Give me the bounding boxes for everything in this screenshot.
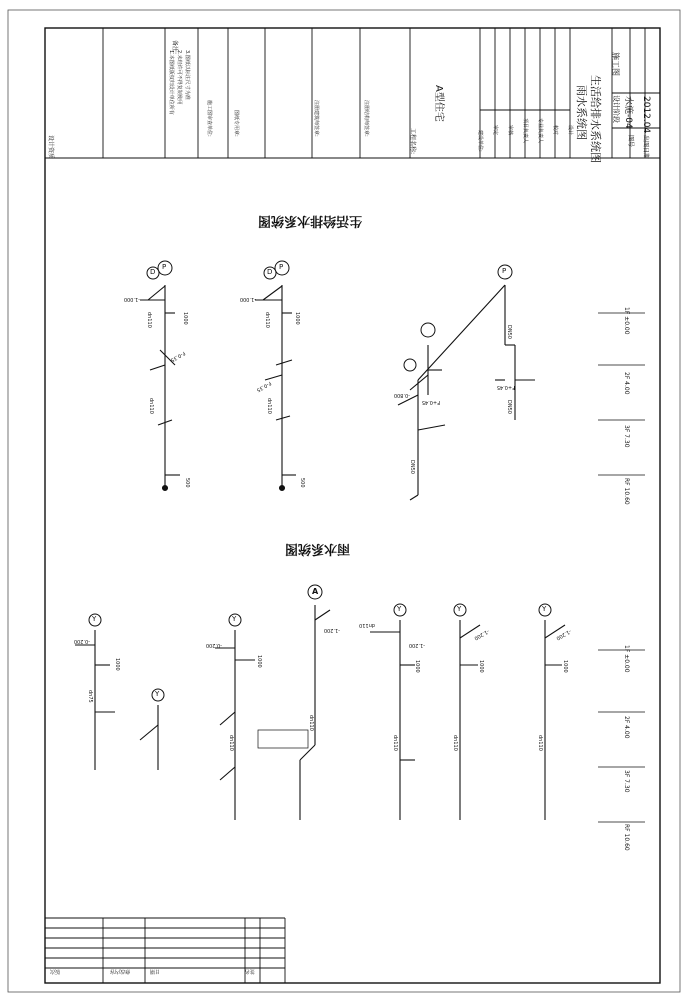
- rev-header: 签名: [244, 968, 255, 974]
- elevation-label: F-0.35: [255, 379, 272, 393]
- elevation-label: -1.200: [408, 642, 425, 648]
- elevation-label: -1.200: [473, 627, 490, 642]
- pipe-label: dn110: [537, 735, 543, 751]
- pipe-label: DN50: [409, 460, 415, 474]
- riser-tag: Y: [457, 605, 462, 613]
- dim-label: 1000: [562, 660, 568, 673]
- level-1f-b: 1F ±0.00: [623, 645, 630, 673]
- pipe-label: dn110: [148, 398, 154, 414]
- title-line2: 生活给排水系统图: [589, 75, 602, 163]
- elevation-label: -0.200: [73, 638, 90, 644]
- pipe-label: dn110: [308, 715, 314, 731]
- dim-label: 500: [299, 478, 305, 488]
- riser-d2-base: [280, 486, 285, 491]
- level-lines: [598, 313, 645, 822]
- riser-tag: Y: [397, 605, 402, 613]
- elevation-label: -1.200: [555, 627, 572, 642]
- pipe-label: dn110: [392, 735, 398, 751]
- rev-header: 版次: [49, 968, 60, 974]
- drawing-date: 2012.04: [641, 96, 651, 134]
- riser-tag: A: [312, 587, 319, 596]
- date-label: 出图日期: [642, 135, 649, 160]
- drawing-stage: 施工图: [611, 52, 620, 76]
- dim-label: 1000: [414, 660, 420, 673]
- riser-tag: P: [162, 263, 167, 271]
- note-2: 2.未经许可不得复制使用: [176, 50, 182, 105]
- riser-tag: D: [267, 268, 273, 276]
- seal-label: 设计资质: [47, 135, 54, 160]
- elevation-label: F+0.45: [421, 399, 440, 405]
- riser-tag: Y: [92, 615, 97, 623]
- project-name: A型住宅: [433, 85, 444, 122]
- level-rf-b: RF 10.60: [623, 824, 630, 851]
- project-name-label: 工程名称:: [409, 128, 416, 155]
- title-line1: 雨水系统图: [575, 85, 588, 140]
- registered-label: 注册建筑师签章:: [313, 100, 319, 137]
- dim-label: 1000: [182, 312, 188, 325]
- riser-tag: P: [502, 267, 507, 275]
- pipe-label: dn75: [87, 690, 93, 703]
- registered2-label: 注册结构师签章:: [363, 100, 369, 137]
- stage-label: 设计阶段: [612, 95, 620, 123]
- rainwater-system: [75, 605, 565, 820]
- pipe-label: DN50: [506, 325, 512, 339]
- discipline-lead-label: 专业负责人: [537, 118, 543, 144]
- riser-tag: D: [150, 268, 156, 276]
- dim-label: 500: [184, 478, 190, 488]
- level-3f-b: 3F 7.30: [623, 770, 630, 793]
- pipe-label: dn110: [359, 622, 375, 628]
- elevation-label: F+0.45: [496, 384, 515, 390]
- riser-tag: Y: [542, 605, 547, 613]
- riser-p1-base: [163, 486, 168, 491]
- design-notes-label: 备注:: [171, 40, 178, 55]
- approver-label: 审定: [492, 125, 498, 136]
- level-2f: 2F 4.00: [623, 372, 630, 395]
- elevation-label: -1.200: [323, 627, 340, 633]
- sheet-label: 图号: [627, 135, 634, 148]
- drainage-system: [140, 285, 535, 500]
- cert-label: 图纸专用章:: [233, 110, 239, 137]
- rain-section-title: 雨水系统图: [284, 541, 350, 556]
- drainage-section-title: 生活给排水系统图: [257, 213, 362, 228]
- pipe-label: dn110: [264, 312, 270, 328]
- note-1: 1.本图纸版权归设计单位所有: [168, 50, 174, 115]
- riser-tag: Y: [232, 615, 237, 623]
- dim-label: 1000: [114, 658, 120, 671]
- level-rf: RF 10.60: [623, 478, 630, 505]
- level-3f: 3F 7.30: [623, 425, 630, 448]
- dim-label: 1000: [256, 655, 262, 668]
- riser-tag: Y: [155, 690, 160, 698]
- pipe-label: dn110: [266, 398, 272, 414]
- pipe-label: dn110: [452, 735, 458, 751]
- checker-label: 校对: [552, 125, 558, 136]
- design-org-label: 施工图审查单位:: [206, 100, 212, 137]
- level-1f: 1F ±0.00: [623, 307, 630, 335]
- project-lead-label: 项目负责人: [522, 118, 528, 144]
- level-2f-b: 2F 4.00: [623, 716, 630, 739]
- dim-label: 1000: [478, 660, 484, 673]
- client-label: 建设单位:: [477, 130, 483, 152]
- dim-label: 1000: [294, 312, 300, 325]
- elevation-label: -0.800: [393, 392, 410, 398]
- pipe-label: dn110: [228, 735, 234, 751]
- note-3: 3.图纸以标注尺寸为准: [184, 50, 190, 100]
- title-block: [45, 28, 660, 158]
- drawing-number: 水施-04: [623, 96, 633, 129]
- rev-header: 日期: [149, 968, 160, 974]
- rev-header: 修改内容: [109, 968, 130, 974]
- elevation-label: -1.000: [123, 296, 140, 302]
- designer-label: 设计: [567, 125, 573, 136]
- elevation-label: -0.200: [205, 642, 222, 648]
- reviewer-label: 审核: [507, 125, 513, 136]
- elevation-label: -1.000: [239, 296, 256, 302]
- riser-tag: P: [279, 263, 284, 271]
- pipe-label: DN50: [506, 400, 512, 414]
- outer-border: [8, 10, 680, 992]
- elevation-label: F-0.35: [169, 349, 186, 363]
- inner-border: [45, 28, 660, 983]
- pipe-label: dn110: [146, 312, 152, 328]
